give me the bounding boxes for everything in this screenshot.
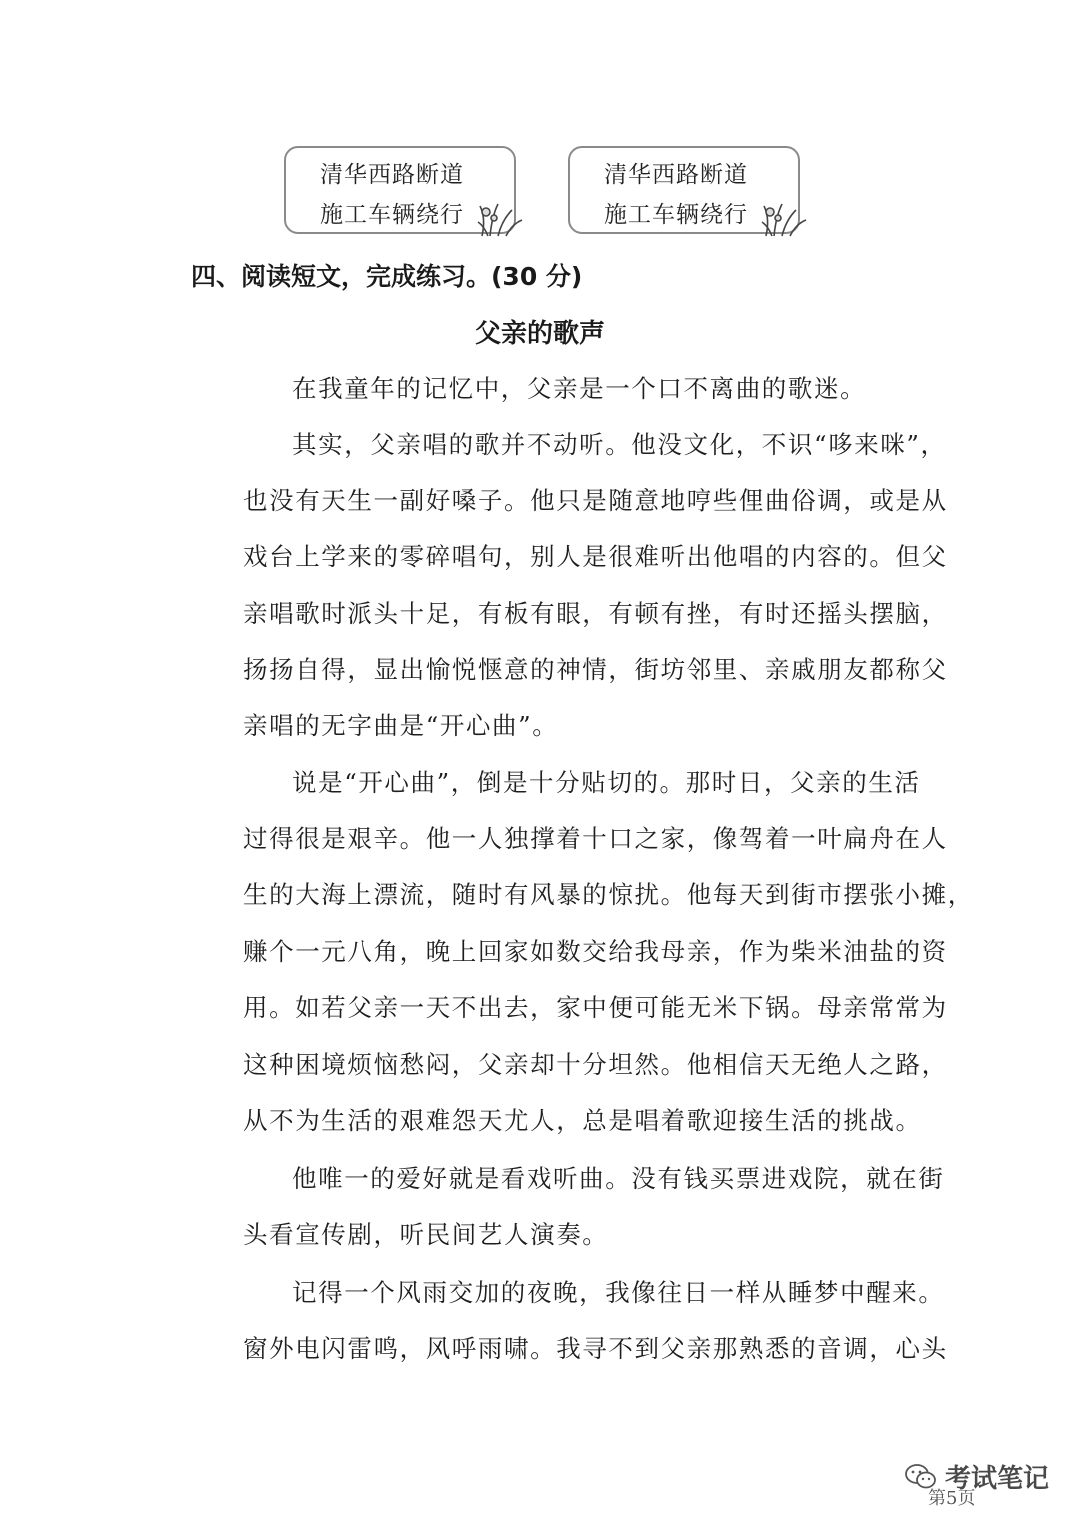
article-line: 窗外电闪雷鸣，风呼雨啸。我寻不到父亲那熟悉的音调，心头	[243, 1334, 948, 1363]
article-line: 在我童年的记忆中，父亲是一个口不离曲的歌迷。	[292, 374, 867, 403]
article-line: 从不为生活的艰难怨天尤人，总是唱着歌迎接生活的挑战。	[243, 1106, 922, 1135]
article-line: 亲唱的无字曲是“开心曲”。	[243, 711, 559, 740]
watermark	[905, 1458, 1049, 1495]
sign-line-2: 施工车辆绕行	[320, 202, 464, 228]
road-sign-right	[568, 146, 800, 234]
sign-line-2: 施工车辆绕行	[604, 202, 748, 228]
section-heading: 四、阅读短文，完成练习。(30 分)	[191, 262, 583, 291]
article-title: 父亲的歌声	[474, 319, 605, 349]
article-line: 用。如若父亲一天不出去，家中便可能无米下锅。母亲常常为	[243, 993, 948, 1022]
article-line: 头看宣传剧，听民间艺人演奏。	[243, 1220, 609, 1249]
article-line: 他唯一的爱好就是看戏听曲。没有钱买票进戏院，就在街	[292, 1164, 945, 1193]
article-line: 生的大海上漂流，随时有风暴的惊扰。他每天到街市摆张小摊，	[243, 880, 974, 909]
sign-line-1: 清华西路断道	[604, 162, 748, 188]
watermark-text: 考试笔记	[945, 1464, 1050, 1494]
article-line: 其实，父亲唱的歌并不动听。他没文化，不识“哆来咪”，	[292, 430, 947, 459]
page-number: 第5页	[928, 1488, 976, 1509]
plant-icon	[476, 198, 524, 238]
article-line: 戏台上学来的零碎唱句，别人是很难听出他唱的内容的。但父	[243, 542, 948, 571]
article-line: 这种困境烦恼愁闷，父亲却十分坦然。他相信天无绝人之路，	[243, 1050, 948, 1079]
article-line: 扬扬自得，显出愉悦惬意的神情，街坊邻里、亲戚朋友都称父	[243, 655, 948, 684]
article-line: 记得一个风雨交加的夜晚，我像往日一样从睡梦中醒来。	[292, 1278, 945, 1307]
article-line: 也没有天生一副好嗓子。他只是随意地哼些俚曲俗调，或是从	[243, 486, 948, 515]
sign-line-1: 清华西路断道	[320, 162, 464, 188]
article-line: 亲唱歌时派头十足，有板有眼，有顿有挫，有时还摇头摆脑，	[243, 599, 948, 628]
article-line: 赚个一元八角，晚上回家如数交给我母亲，作为柴米油盐的资	[243, 937, 948, 966]
article-line: 说是“开心曲”，倒是十分贴切的。那时日，父亲的生活	[292, 768, 921, 797]
plant-icon	[760, 198, 808, 238]
article-line: 过得很是艰辛。他一人独撑着十口之家，像驾着一叶扁舟在人	[243, 824, 948, 853]
road-sign-left	[284, 146, 516, 234]
